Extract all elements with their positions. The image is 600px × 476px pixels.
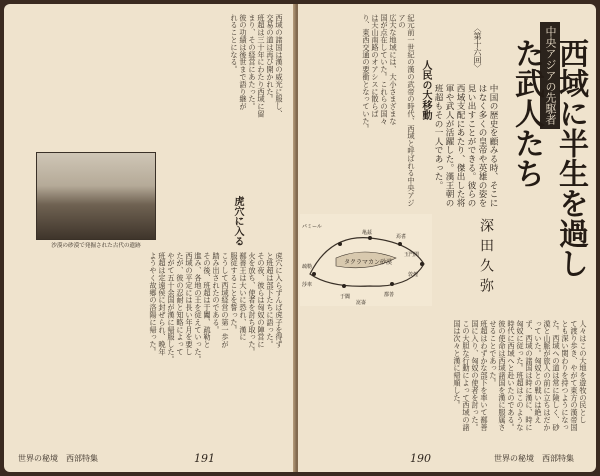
map-label-shule: 疏勒 (302, 264, 313, 270)
lead-paragraph: 中国の歴史を顧みる時、そこにはなく多くの皇帝や英雄の姿を見い出すことができる。彼らの西域支配にあたり、傑出した将軍や武人が活躍した。漢王朝の班超もその一人であった。 (433, 84, 498, 208)
left-page-number: 191 (194, 452, 215, 465)
city-dot (420, 262, 424, 266)
right-bottom-line-1: て渡り歩き、やがて東方の漢帝国 (570, 320, 579, 431)
map-label-dunhuang: 敦煌 (408, 272, 419, 278)
right-top-line-3: は天山南路のオアシスに散らば (371, 14, 380, 118)
city-dot (390, 282, 394, 286)
right-top-line-2: 国が点在していた。これらの国々 (380, 14, 389, 125)
right-top-line-0: 紀元前一世紀の漢の武帝の時代、西域と呼ばれる中央アジアの (398, 14, 416, 207)
left-top-line-2: 班超は三十年にわたり西域に留 (257, 14, 266, 118)
right-bottom-line-14: 国は次々と漢に帰順した。 (453, 320, 462, 409)
author-name: 深田久弥 (478, 218, 494, 298)
left-bottom-line-12: やがて五十余国が漢に帰服した。 (167, 252, 176, 363)
left-bottom-line-7: 踏み出されたのである。 (212, 252, 221, 334)
left-bottom-line-5: 服従することを誓った。 (230, 252, 239, 334)
left-page (4, 4, 296, 472)
left-bottom-line-6: こうして西域経営の第一歩が (221, 252, 230, 349)
right-bottom-text (306, 320, 588, 446)
left-bottom-line-3: 火を放ち、使者を討ち取った。 (248, 252, 257, 356)
right-footer-label: 世界の秘境 西部特集 (494, 454, 574, 463)
right-bottom-line-13: この大胆な行動によって西域の諸 (462, 320, 471, 431)
series-title: 中央アジアの先駆者 (540, 22, 560, 129)
left-top-line-0: 西域の諸国は漢の威光に服し、 (275, 14, 284, 118)
right-bottom-line-2: とも深い関わりを持つようになっ (561, 320, 570, 431)
left-top-line-3: まり、その経営にあたった。 (248, 14, 257, 111)
right-bottom-line-8: 時代に西域へと赴いたのである。 (507, 320, 516, 431)
right-top-text (300, 14, 416, 210)
right-bottom-line-6: ず、西域の諸国は時に漢に、時に (525, 320, 534, 431)
city-dot (342, 284, 346, 288)
right-bottom-line-12: 国に入り、匈奴の使者を討った。 (471, 320, 480, 431)
left-bottom-line-2: その夜、彼らは匈奴の陣営に (257, 252, 266, 349)
desert-ruins-photo (36, 152, 156, 249)
right-bottom-line-7: 匈奴に従った。班超はこのような (516, 320, 525, 431)
left-bottom-line-10: 西域の平定には長い年月を要し (185, 252, 194, 356)
map-label-yanqi: 焉耆 (396, 234, 407, 240)
photo-caption: 沙漠の砂漠で発掘された古代の遺跡 (51, 243, 141, 249)
right-bottom-line-3: た。西域への道は常に険しく、砂 (552, 320, 561, 431)
left-bottom-text (14, 252, 284, 432)
city-dot (368, 236, 372, 240)
right-bottom-line-9: 彼の使命は西域諸国を漢に服属さ (498, 320, 507, 431)
western-regions-map (300, 214, 432, 306)
city-dot (338, 242, 342, 246)
map-label-yutian: 于闐 (340, 294, 351, 300)
right-top-line-4: り、東西交通の要衝となっていた。 (362, 14, 371, 133)
map-label-yumen: 玉門関 (404, 252, 420, 258)
map-label-shache: 莎車 (302, 282, 313, 288)
serial-number: 〈第十六回〉 (473, 24, 482, 72)
right-top-line-1: 広大な地域には、大小さまざまな (389, 14, 398, 125)
map-label-desert: タクラマカン砂漠 (344, 259, 393, 266)
map-label-shanshan: 鄯善 (384, 292, 395, 298)
left-bottom-line-11: たが、彼の忍耐と知略によって (176, 252, 185, 356)
right-bottom-line-4: 漠と山脈が旅人の前に立ちはだか (543, 320, 552, 431)
left-top-text (14, 14, 284, 142)
left-footer-label: 世界の秘境 西部特集 (18, 454, 98, 463)
right-bottom-line-5: っていた。匈奴との戦いは絶え (534, 320, 543, 424)
section-heading-migration: 人民の大移動 (420, 60, 431, 120)
left-bottom-line-1: と班超は部下たちに語った。 (266, 252, 275, 349)
left-bottom-line-14: ようやく故郷の洛陽に帰った。 (149, 252, 158, 356)
right-bottom-line-11: 班超はわずかな部下を率いて鄯善 (480, 320, 489, 431)
left-bottom-line-9: 進み、各地の王を従えていった。 (194, 252, 203, 363)
left-top-line-4: 彼の功績は後世まで語り継が (239, 14, 248, 111)
left-bottom-line-8: その後、班超は于闐、疏勒と (203, 252, 212, 349)
map-label-pamir: パミール (302, 224, 322, 230)
right-bottom-line-0: 人々はこの大地を遊牧の民とし (579, 320, 588, 424)
left-bottom-line-13: 班超は定遠侯に封ぜられ、晩年 (158, 252, 167, 356)
left-bottom-line-4: 鄯善王は大いに恐れ、漢に (239, 252, 248, 341)
main-title: 西域に半生を過した武人たち (509, 38, 588, 278)
city-dot (398, 242, 402, 246)
section-heading-tiger: 虎穴に入る (232, 196, 243, 246)
map-label-kunlun: 崑崙 (356, 300, 367, 306)
left-top-line-1: 交易の道は再び開かれた。 (266, 14, 275, 103)
right-bottom-line-10: せることであった。 (489, 320, 498, 387)
right-page-number: 190 (410, 452, 431, 465)
left-top-line-5: れることになる。 (230, 14, 239, 74)
map-svg (300, 214, 432, 306)
city-dot (312, 272, 316, 276)
left-bottom-line-0: 虎穴に入らずんば虎子を得ず (275, 252, 284, 349)
map-label-qiuci: 亀茲 (362, 230, 373, 236)
